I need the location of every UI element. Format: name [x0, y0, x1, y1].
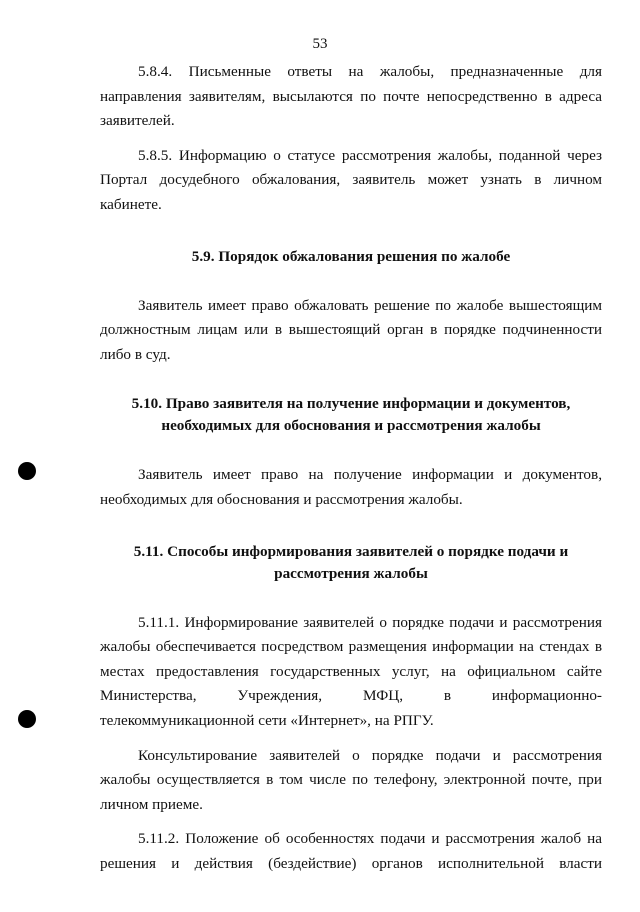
paragraph-5-9: Заявитель имеет право обжаловать решение по жалобе вышестоящим должностным лицам или в вышестоящий орган в порядке подчиненности либо в суд.: [100, 296, 602, 363]
page-number: 53: [312, 36, 328, 52]
heading-5-9: 5.9. Порядок обжалования решения по жалобе: [191, 247, 511, 265]
punch-hole-bottom: [18, 710, 36, 728]
paragraph-5-11-1: 5.11.1. Информирование заявителей о порядке подачи и рассмотрения жалобы обеспечивается посредством размещения информации на стендах в местах предоставления государственных услуг, на официальном сайте Министерства, Учреждения, МФЦ, в информационно-телекоммуникационной сети «Интернет», на РПГУ.: [100, 613, 602, 729]
paragraph-5-8-4: 5.8.4. Письменные ответы на жалобы, предназначенные для направления заявителям, высылаются по почте непосредственно в адреса заявителей.: [100, 63, 602, 130]
paragraph-5-10: Заявитель имеет право на получение информации и документов, необходимых для обоснования и рассмотрения жалобы.: [100, 466, 602, 508]
paragraph-5-8-5: 5.8.5. Информацию о статусе рассмотрения жалобы, поданной через Портал досудебного обжалования, заявитель может узнать в личном кабинете.: [100, 146, 602, 213]
punch-hole-top: [18, 462, 36, 480]
heading-5-11-line1: 5.11. Способы информирования заявителей о порядке подачи и: [133, 542, 569, 560]
heading-5-10-line1: 5.10. Право заявителя на получение информации и документов,: [131, 395, 571, 413]
paragraph-5-11-2: 5.11.2. Положение об особенностях подачи и рассмотрения жалоб на решения и действия (бездействие) органов исполнительной власти: [100, 830, 602, 872]
paragraph-consultation: Консультирование заявителей о порядке подачи и рассмотрения жалобы осуществляется в том числе по телефону, электронной почте, при личном приеме.: [100, 746, 602, 813]
heading-5-11-line2: рассмотрения жалобы: [274, 564, 428, 582]
document-body: [100, 60, 602, 876]
heading-5-10-line2: необходимых для обоснования и рассмотрения жалобы: [161, 417, 541, 435]
